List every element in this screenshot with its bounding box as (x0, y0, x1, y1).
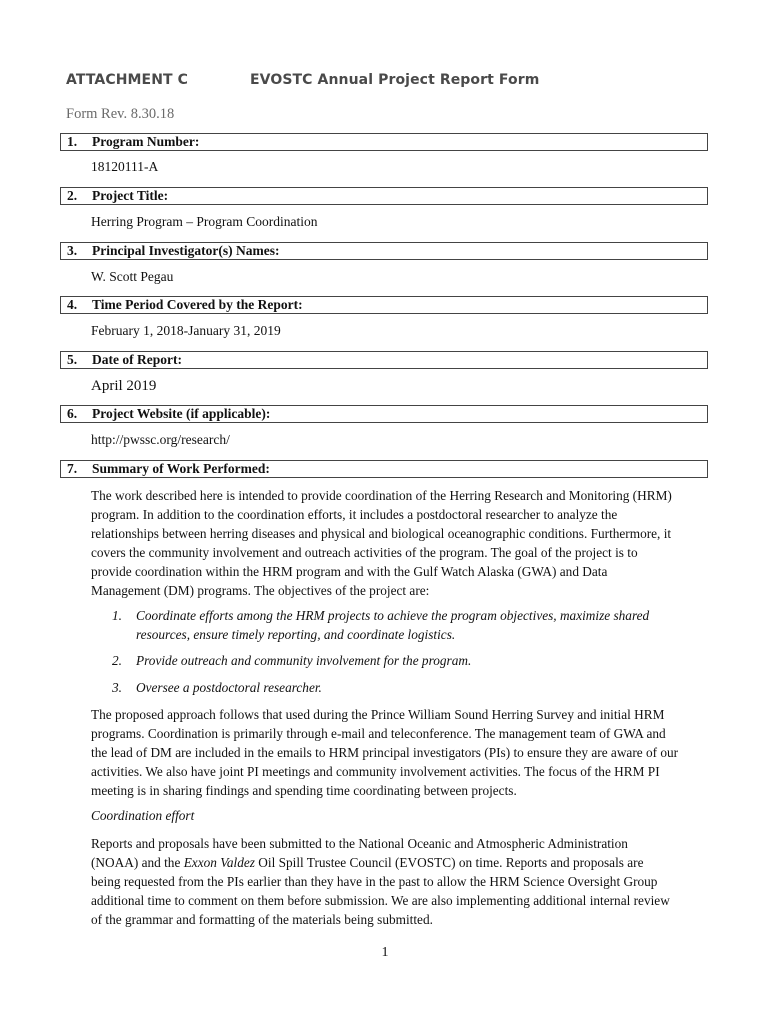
text-line: Provide outreach and community involvement for the program. (136, 653, 472, 668)
objective-item-2 (112, 651, 702, 670)
section-number: 6. (67, 406, 78, 421)
section-number: 4. (67, 297, 78, 312)
coordination-paragraph (91, 834, 711, 929)
section-label: Project Title: (92, 188, 169, 203)
section-3-header (60, 242, 708, 260)
section-label: Program Number: (92, 134, 200, 149)
program-number-value: 18120111-A (91, 159, 159, 174)
date-of-report-value: April 2019 (91, 378, 157, 394)
time-period-value: February 1, 2018-January 31, 2019 (91, 323, 281, 338)
text-line: of the grammar and formatting of the materials being submitted. (91, 912, 433, 927)
coordination-effort-heading: Coordination effort (91, 808, 195, 823)
text-line: the lead of DM are included in the emails to HRM principal investigators (PIs) to ensure they are aware of our (91, 745, 679, 760)
objective-number: 1. (112, 608, 122, 623)
text-line: program. In addition to the coordination efforts, it includes a postdoctoral researcher to analyze the (91, 507, 618, 522)
section-label: Principal Investigator(s) Names: (92, 243, 280, 258)
text-line: Oversee a postdoctoral researcher. (136, 680, 322, 695)
form-revision: Form Rev. 8.30.18 (66, 106, 175, 122)
principal-investigator-value: W. Scott Pegau (91, 269, 174, 284)
section-number: 7. (67, 461, 78, 476)
section-label: Project Website (if applicable): (92, 406, 271, 421)
text-line: Reports and proposals have been submitted to the National Oceanic and Atmospheric Administration (91, 836, 628, 851)
objective-item-3 (112, 678, 702, 697)
section-2-header (60, 187, 708, 205)
section-number: 3. (67, 243, 78, 258)
project-website-link[interactable]: http://pwssc.org/research/ (91, 432, 230, 447)
text-line-post: Oil Spill Trustee Council (EVOSTC) on time. Reports and proposals are (254, 855, 644, 870)
text-line: activities. We also have joint PI meetings and community involvement activities. The focus of the HRM PI (91, 764, 660, 779)
text-line: being requested from the PIs earlier than they have in the past to allow the HRM Science Oversight Group (91, 874, 658, 889)
page-number: 1 (381, 945, 389, 960)
section-number: 1. (67, 134, 78, 149)
objective-number: 2. (112, 653, 122, 668)
section-4-header (60, 296, 708, 314)
section-label: Time Period Covered by the Report: (92, 297, 303, 312)
objective-item-1 (112, 606, 702, 644)
text-line: resources, ensure timely reporting, and coordinate logistics. (136, 627, 456, 642)
text-line: Coordinate efforts among the HRM projects to achieve the program objectives, maximize shared (136, 608, 650, 623)
attachment-label: ATTACHMENT C (66, 72, 189, 88)
text-line: additional time to comment on them before submission. We are also implementing additional internal review (91, 893, 670, 908)
section-label: Summary of Work Performed: (92, 461, 270, 476)
form-title: EVOSTC Annual Project Report Form (250, 72, 540, 88)
text-line-pre: (NOAA) and the (91, 855, 184, 870)
section-number: 2. (67, 188, 78, 203)
text-line: covers the community involvement and outreach activities of the program. The goal of the project is to (91, 545, 638, 560)
text-line: relationships between herring diseases and physical and biological oceanographic conditions. Furthermore, it (91, 526, 672, 541)
section-number: 5. (67, 352, 78, 367)
text-line: Management (DM) programs. The objectives of the project are: (91, 583, 430, 598)
section-7-header (60, 460, 708, 478)
objective-number: 3. (112, 680, 122, 695)
text-line: programs. Coordination is primarily through e-mail and teleconference. The management team of GWA and (91, 726, 666, 741)
summary-intro-paragraph (91, 486, 711, 600)
text-line: The proposed approach follows that used during the Prince William Sound Herring Survey and initial HRM (91, 707, 665, 722)
section-5-header (60, 351, 708, 369)
project-title-value: Herring Program – Program Coordination (91, 214, 318, 229)
text-line: meeting is in sharing findings and spending time coordinating between projects. (91, 783, 517, 798)
section-1-header (60, 133, 708, 151)
text-line: provide coordination within the HRM program and with the Gulf Watch Alaska (GWA) and Data (91, 564, 608, 579)
section-6-header (60, 405, 708, 423)
text-line: The work described here is intended to provide coordination of the Herring Research and Monitoring (HRM) (91, 488, 672, 503)
exxon-valdez-italic: Exxon Valdez (183, 855, 255, 870)
section-label: Date of Report: (92, 352, 182, 367)
approach-paragraph (91, 705, 711, 800)
